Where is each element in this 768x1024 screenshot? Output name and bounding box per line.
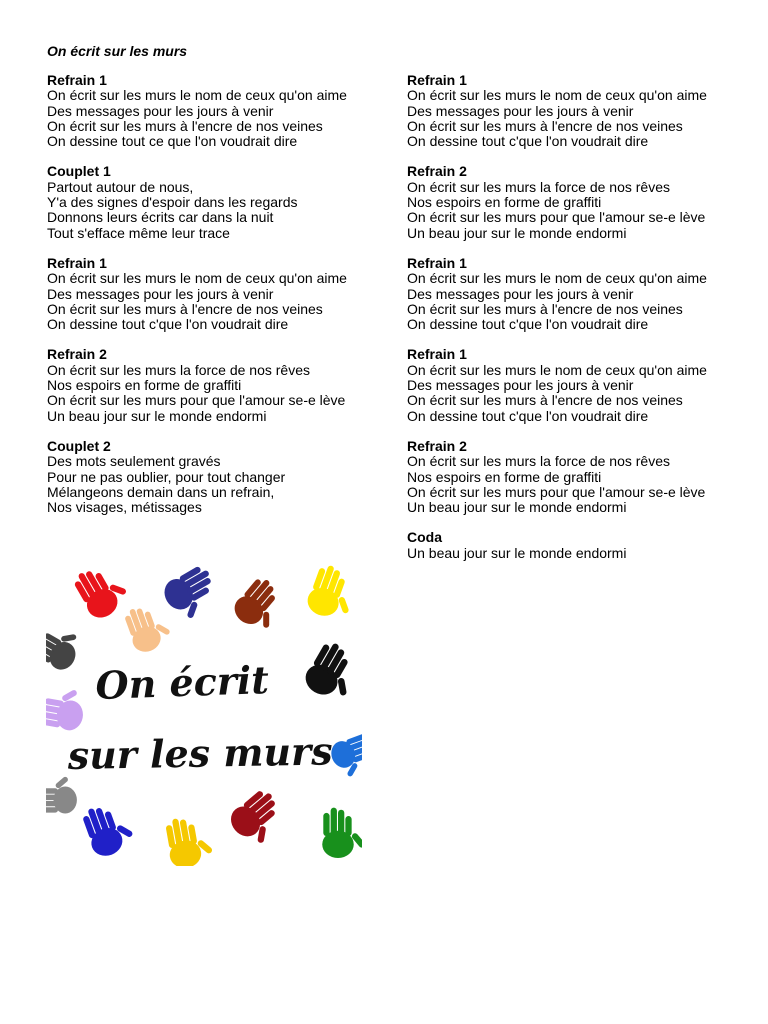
lyric-line: On écrit sur les murs à l'encre de nos veines xyxy=(407,392,683,409)
lyric-line: On écrit sur les murs la force de nos rêves xyxy=(407,453,670,470)
stanza-heading: Couplet 1 xyxy=(47,163,111,180)
lyric-line: Un beau jour sur le monde endormi xyxy=(407,224,627,241)
lyric-line: Des mots seulement gravés xyxy=(47,453,221,470)
lyric-line: Nos espoirs en forme de graffiti xyxy=(407,194,602,211)
hand-print-icon xyxy=(159,564,225,625)
lyric-line: On écrit sur les murs à l'encre de nos veines xyxy=(407,117,683,134)
document-title: On écrit sur les murs xyxy=(47,43,188,59)
lyric-line: Donnons leurs écrits car dans la nuit xyxy=(47,209,274,226)
lyric-line: Des messages pour les jours à venir xyxy=(407,285,634,302)
hand-print-icon xyxy=(164,813,216,866)
stanza xyxy=(407,439,737,515)
hand-print-icon xyxy=(229,574,292,638)
stanza xyxy=(407,256,737,332)
right-column xyxy=(407,73,737,576)
hand-print-icon xyxy=(122,599,175,655)
lyric-line: On écrit sur les murs la force de nos rêves xyxy=(407,178,670,195)
stanza xyxy=(47,347,377,423)
stanza-heading: Refrain 2 xyxy=(47,346,107,363)
lyric-line: On écrit sur les murs à l'encre de nos veines xyxy=(407,300,683,317)
hand-print-icon xyxy=(80,798,139,860)
lyric-line: On dessine tout ce que l'on voudrait dire xyxy=(47,133,298,150)
lyric-line: On écrit sur les murs le nom de ceux qu'on aime xyxy=(407,361,707,378)
stanza xyxy=(47,164,377,240)
lyric-line: Des messages pour les jours à venir xyxy=(407,377,634,394)
lyric-line: Des messages pour les jours à venir xyxy=(407,102,634,119)
lyric-line: Nos espoirs en forme de graffiti xyxy=(407,468,602,485)
lyric-line: Un beau jour sur le monde endormi xyxy=(47,407,267,424)
stanza xyxy=(47,256,377,332)
lyric-line: On écrit sur les murs le nom de ceux qu'on aime xyxy=(407,87,707,104)
left-column xyxy=(47,73,377,530)
lyric-line: On écrit sur les murs pour que l'amour se-e lève xyxy=(407,483,706,500)
lyric-line: Nos visages, métissages xyxy=(47,499,202,516)
hands-illustration xyxy=(46,564,362,866)
lyric-line: Des messages pour les jours à venir xyxy=(47,102,274,119)
stanza-heading: Refrain 1 xyxy=(407,254,467,271)
stanza xyxy=(407,530,737,561)
lyric-line: Nos espoirs en forme de graffiti xyxy=(47,377,242,394)
hand-print-icon xyxy=(46,683,87,733)
lyric-line: On dessine tout c'que l'on voudrait dire xyxy=(407,133,649,150)
lyric-line: Tout s'efface même leur trace xyxy=(47,224,230,241)
lyric-line: On dessine tout c'que l'on voudrait dire xyxy=(407,407,649,424)
hand-print-icon xyxy=(322,808,362,858)
hand-print-icon xyxy=(46,617,86,674)
lyric-line: Partout autour de nous, xyxy=(47,178,194,195)
stanza-heading: Coda xyxy=(407,529,442,546)
hand-print-icon xyxy=(328,731,362,781)
stanza-heading: Refrain 1 xyxy=(47,254,107,271)
hand-print-icon xyxy=(225,786,292,852)
stanza-heading: Refrain 2 xyxy=(407,437,467,454)
lyric-line: Un beau jour sur le monde endormi xyxy=(407,499,627,516)
lyric-line: On dessine tout c'que l'on voudrait dire xyxy=(47,316,289,333)
stanza xyxy=(407,164,737,240)
lyric-line: On écrit sur les murs la force de nos rêves xyxy=(47,361,310,378)
illustration-caption-line1: On écrit xyxy=(94,656,270,708)
lyric-line: On écrit sur les murs le nom de ceux qu'on aime xyxy=(407,270,707,287)
hand-print-icon xyxy=(300,638,362,707)
stanza xyxy=(407,73,737,149)
stanza-heading: Refrain 2 xyxy=(407,163,467,180)
stanza xyxy=(407,347,737,423)
hand-print-icon xyxy=(70,564,133,623)
stanza-heading: Refrain 1 xyxy=(407,346,467,363)
lyric-line: On dessine tout c'que l'on voudrait dire xyxy=(407,316,649,333)
lyric-line: On écrit sur les murs pour que l'amour se-e lève xyxy=(47,392,346,409)
stanza-heading: Couplet 2 xyxy=(47,437,111,454)
lyric-line: On écrit sur les murs à l'encre de nos veines xyxy=(47,117,323,134)
lyric-line: Des messages pour les jours à venir xyxy=(47,285,274,302)
lyric-line: On écrit sur les murs pour que l'amour se-e lève xyxy=(407,209,706,226)
lyric-line: On écrit sur les murs le nom de ceux qu'on aime xyxy=(47,270,347,287)
lyric-line: Mélangeons demain dans un refrain, xyxy=(47,483,275,500)
hand-print-icon xyxy=(46,776,77,814)
lyric-line: On écrit sur les murs à l'encre de nos veines xyxy=(47,300,323,317)
stanza xyxy=(47,73,377,149)
hand-print-icon xyxy=(304,564,362,624)
stanza xyxy=(47,439,377,515)
lyric-line: Pour ne pas oublier, pour tout changer xyxy=(47,468,286,485)
stanza-heading: Refrain 1 xyxy=(407,72,467,88)
stanza-heading: Refrain 1 xyxy=(47,72,107,88)
lyric-line: Y'a des signes d'espoir dans les regards xyxy=(47,194,298,211)
lyric-line: On écrit sur les murs le nom de ceux qu'on aime xyxy=(47,87,347,104)
illustration-caption-line2: sur les murs xyxy=(67,728,333,778)
lyric-line: Un beau jour sur le monde endormi xyxy=(407,544,627,561)
